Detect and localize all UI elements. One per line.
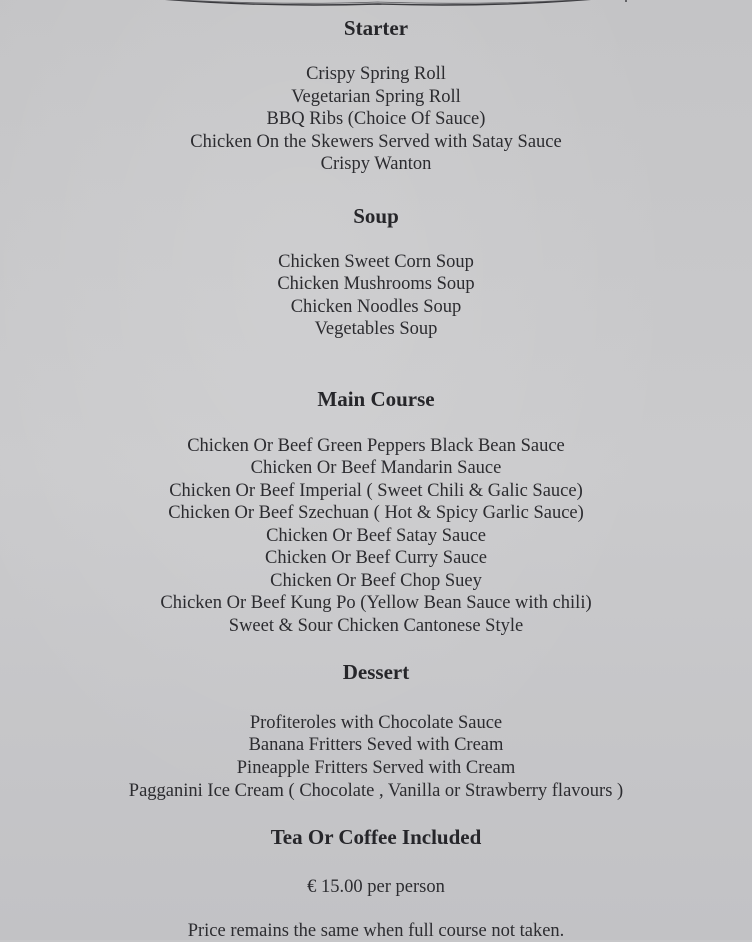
menu-item: Chicken Or Beef Green Peppers Black Bean Sauce [187,436,565,456]
menu-item: Chicken Or Beef Szechuan ( Hot & Spicy Garlic Sauce) [168,503,584,523]
menu-item: Chicken Or Beef Kung Po (Yellow Bean Sauce with chili) [160,593,592,613]
menu-item: Chicken Mushrooms Soup [277,274,475,294]
top-border-ornament [128,0,628,8]
menu-item: Chicken On the Skewers Served with Satay Sauce [190,132,562,152]
menu-item: BBQ Ribs (Choice Of Sauce) [266,109,486,129]
section-title-main-course: Main Course [317,387,435,411]
menu-item: Chicken Noodles Soup [290,297,462,317]
menu-item: Chicken Or Beef Chop Suey [270,571,482,591]
menu-item: Chicken Or Beef Curry Sauce [265,548,487,568]
menu-item: Vegetarian Spring Roll [291,87,461,107]
menu-item: Pagganini Ice Cream ( Chocolate , Vanilla or Strawberry flavours ) [128,781,624,801]
menu-item: Chicken Or Beef Satay Sauce [266,526,486,546]
price-note: Price remains the same when full course not taken. [187,921,565,941]
menu-item: Crispy Wanton [320,154,432,174]
section-title-soup: Soup [353,204,399,228]
menu-item: Pineapple Fritters Served with Cream [236,758,516,778]
menu-item: Chicken Or Beef Imperial ( Sweet Chili & Galic Sauce) [169,481,583,501]
tea-coffee-included: Tea Or Coffee Included [270,825,482,849]
menu-item: Banana Fritters Seved with Cream [248,735,504,755]
section-title-starter: Starter [343,16,409,40]
menu-item: Sweet & Sour Chicken Cantonese Style [228,616,524,636]
menu-item: Crispy Spring Roll [306,64,446,84]
menu-item: Vegetables Soup [314,319,438,339]
menu-item: Chicken Or Beef Mandarin Sauce [250,458,502,478]
menu-item: Chicken Sweet Corn Soup [278,252,474,272]
menu-item: Profiteroles with Chocolate Sauce [249,713,503,733]
section-title-dessert: Dessert [342,660,410,684]
price-per-person: € 15.00 per person [307,877,445,897]
